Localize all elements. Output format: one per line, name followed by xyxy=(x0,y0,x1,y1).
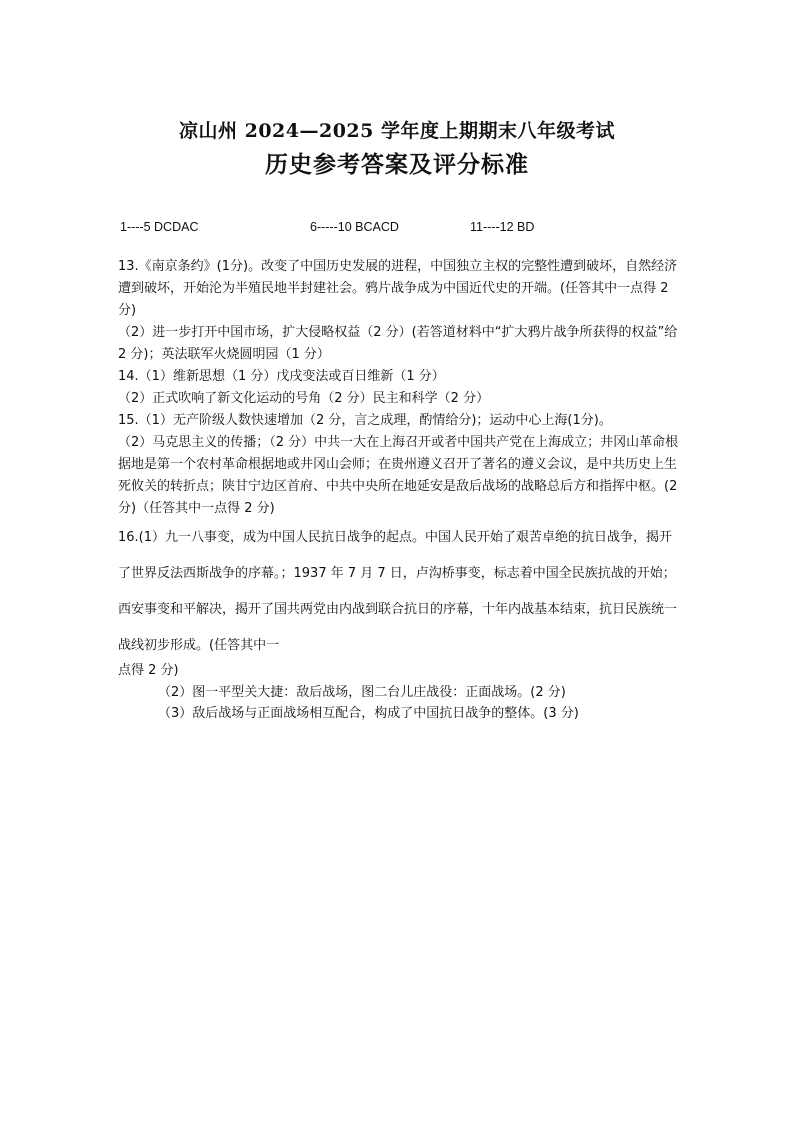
choice-answers-11-12: 11----12 BD xyxy=(470,220,535,234)
answer-q15-part1: 15.（1）无产阶级人数快速增加（2 分，言之成理，酌情给分)；运动中心上海(1分)。 xyxy=(118,413,612,428)
document-subtitle: 历史参考答案及评分标准 xyxy=(265,151,529,178)
answer-q14-part1: 14.（1）维新思想（1 分）戊戌变法或百日维新（1 分） xyxy=(118,369,445,384)
answer-q15-part2: （2）马克思主义的传播；（2 分）中共一大在上海召开或者中国共产党在上海成立；井冈山革命根据地是第一个农村革命根据地或井冈山会师；在贵州遵义召开了著名的遵义会议，是中共历史上生死攸关的转折点；陕甘宁边区首府、中共中央所在地延安是敌后战场的战略总后方和指挥中枢。(2 分)（任答其中一点得 2 分) xyxy=(118,435,679,516)
exam-title: 凉山州 2024—2025 学年度上期期末八年级考试 xyxy=(179,120,615,142)
answer-q13-part1: 13.《南京条约》(1分)。改变了中国历史发展的进程，中国独立主权的完整性遭到破坏，自然经济遭到破坏，开始沦为半殖民地半封建社会。鸦片战争成为中国近代史的开端。(任答其中一点得 2 分) xyxy=(118,259,678,318)
choice-answers-1-5: 1----5 DCDAC xyxy=(120,220,199,234)
answer-q13-part2: （2）进一步打开中国市场，扩大侵略权益（2 分）(若答道材料中“扩大鸦片战争所获得的权益”给 2 分)；英法联军火烧圆明园（1 分） xyxy=(118,325,678,362)
answer-q16-part1-end: 点得 2 分) xyxy=(118,663,179,678)
answer-q16-part2: （2）图一平型关大捷：敌后战场，图二台儿庄战役：正面战场。(2 分) xyxy=(158,685,566,700)
answer-q16-part1: 16.(1）九一八事变，成为中国人民抗日战争的起点。中国人民开始了艰苦卓绝的抗日战争，揭开了世界反法西斯战争的序幕。；1937 年 7 月 7 日，卢沟桥事变，标志着中国全民族抗战的开始；西安事变和平解决，揭开了国共两党由内战到联合抗日的序幕，十年内战基本结束，抗日民族统一战线初步形成。(任答其中一 xyxy=(118,530,678,653)
multiple-choice-answers xyxy=(120,220,680,238)
answer-q16-part3: （3）敌后战场与正面战场相互配合，构成了中国抗日战争的整体。(3 分) xyxy=(158,706,579,721)
answer-q14-part2: （2）正式吹响了新文化运动的号角（2 分）民主和科学（2 分） xyxy=(118,391,490,406)
answer-body xyxy=(118,256,684,724)
choice-answers-6-10: 6-----10 BCACD xyxy=(310,220,399,234)
